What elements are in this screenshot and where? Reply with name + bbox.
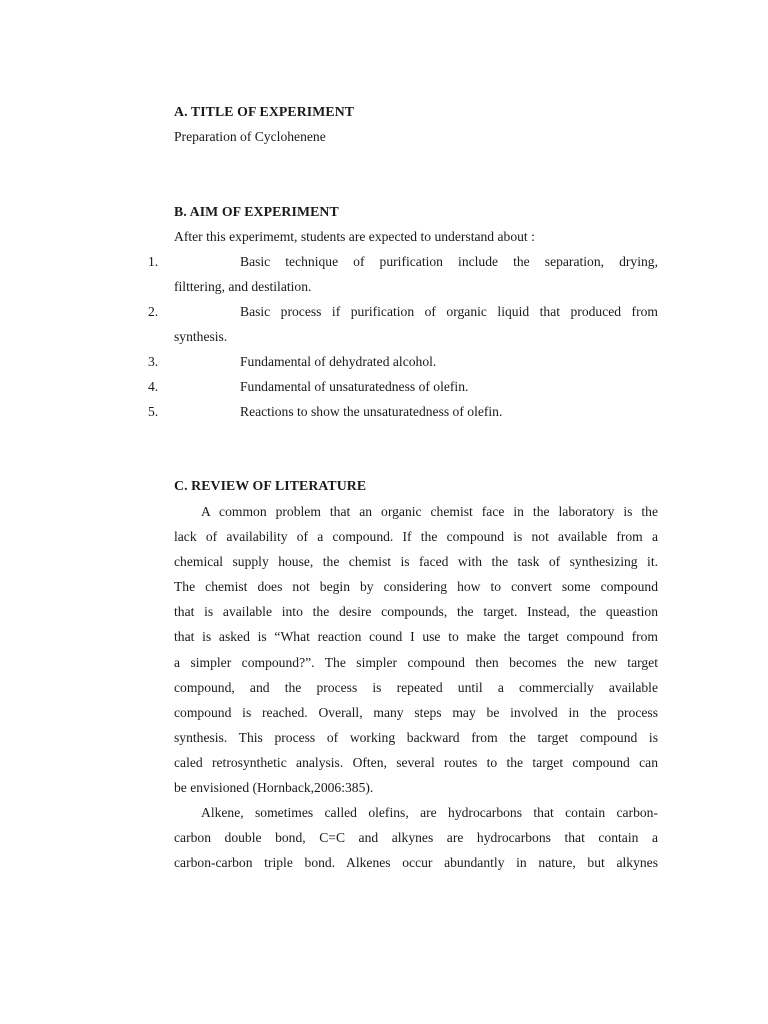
paragraph-line: a simpler compound?”. The simpler compound then becomes the new target	[174, 655, 658, 670]
list-item-continuation: filttering, and destilation.	[174, 279, 312, 294]
paragraph-line: caled retrosynthetic analysis. Often, several routes to the target compound can	[174, 755, 658, 770]
list-item-number: 3.	[148, 354, 159, 369]
paragraph-line: chemical supply house, the chemist is faced with the task of synthesizing it.	[174, 554, 658, 569]
paragraph-line: compound, and the process is repeated until a commercially available	[174, 680, 658, 695]
paragraph-line: compound is reached. Overall, many steps may be involved in the process	[174, 705, 658, 720]
paragraph-line: Alkene, sometimes called olefins, are hydrocarbons that contain carbon-	[201, 805, 658, 820]
list-item-text: Fundamental of dehydrated alcohol.	[240, 354, 437, 369]
section-b-heading: B. AIM OF EXPERIMENT	[174, 204, 339, 219]
list-item-number: 5.	[148, 404, 159, 419]
list-item-number: 1.	[148, 254, 159, 269]
paragraph-line: carbon double bond, C=C and alkynes are hydrocarbons that contain a	[174, 830, 658, 845]
paragraph-line: be envisioned (Hornback,2006:385).	[174, 780, 374, 795]
paragraph-line: synthesis. This process of working backward from the target compound is	[174, 730, 658, 745]
list-item-text: Reactions to show the unsaturatedness of olefin.	[240, 404, 503, 419]
paragraph-line: lack of availability of a compound. If the compound is not available from a	[174, 529, 658, 544]
paragraph-line: The chemist does not begin by considering how to convert some compound	[174, 579, 658, 594]
list-item-number: 4.	[148, 379, 159, 394]
list-item-continuation: synthesis.	[174, 329, 228, 344]
section-c-heading: C. REVIEW OF LITERATURE	[174, 478, 367, 493]
paragraph-line: carbon-carbon triple bond. Alkenes occur abundantly in nature, but alkynes	[174, 855, 658, 870]
paragraph-line: that is available into the desire compounds, the target. Instead, the queastion	[174, 604, 658, 619]
experiment-title: Preparation of Cyclohenene	[174, 129, 326, 144]
aim-intro: After this experimemt, students are expected to understand about :	[174, 229, 535, 244]
list-item-text: Fundamental of unsaturatedness of olefin.	[240, 379, 469, 394]
paragraph-line: that is asked is “What reaction cound I use to make the target compound from	[174, 629, 658, 644]
list-item-text: Basic technique of purification include the separation, drying,	[240, 254, 658, 269]
list-item-text: Basic process if purification of organic liquid that produced from	[240, 304, 658, 319]
list-item-number: 2.	[148, 304, 159, 319]
section-a-heading: A. TITLE OF EXPERIMENT	[174, 104, 355, 119]
paragraph-line: A common problem that an organic chemist face in the laboratory is the	[201, 504, 658, 519]
